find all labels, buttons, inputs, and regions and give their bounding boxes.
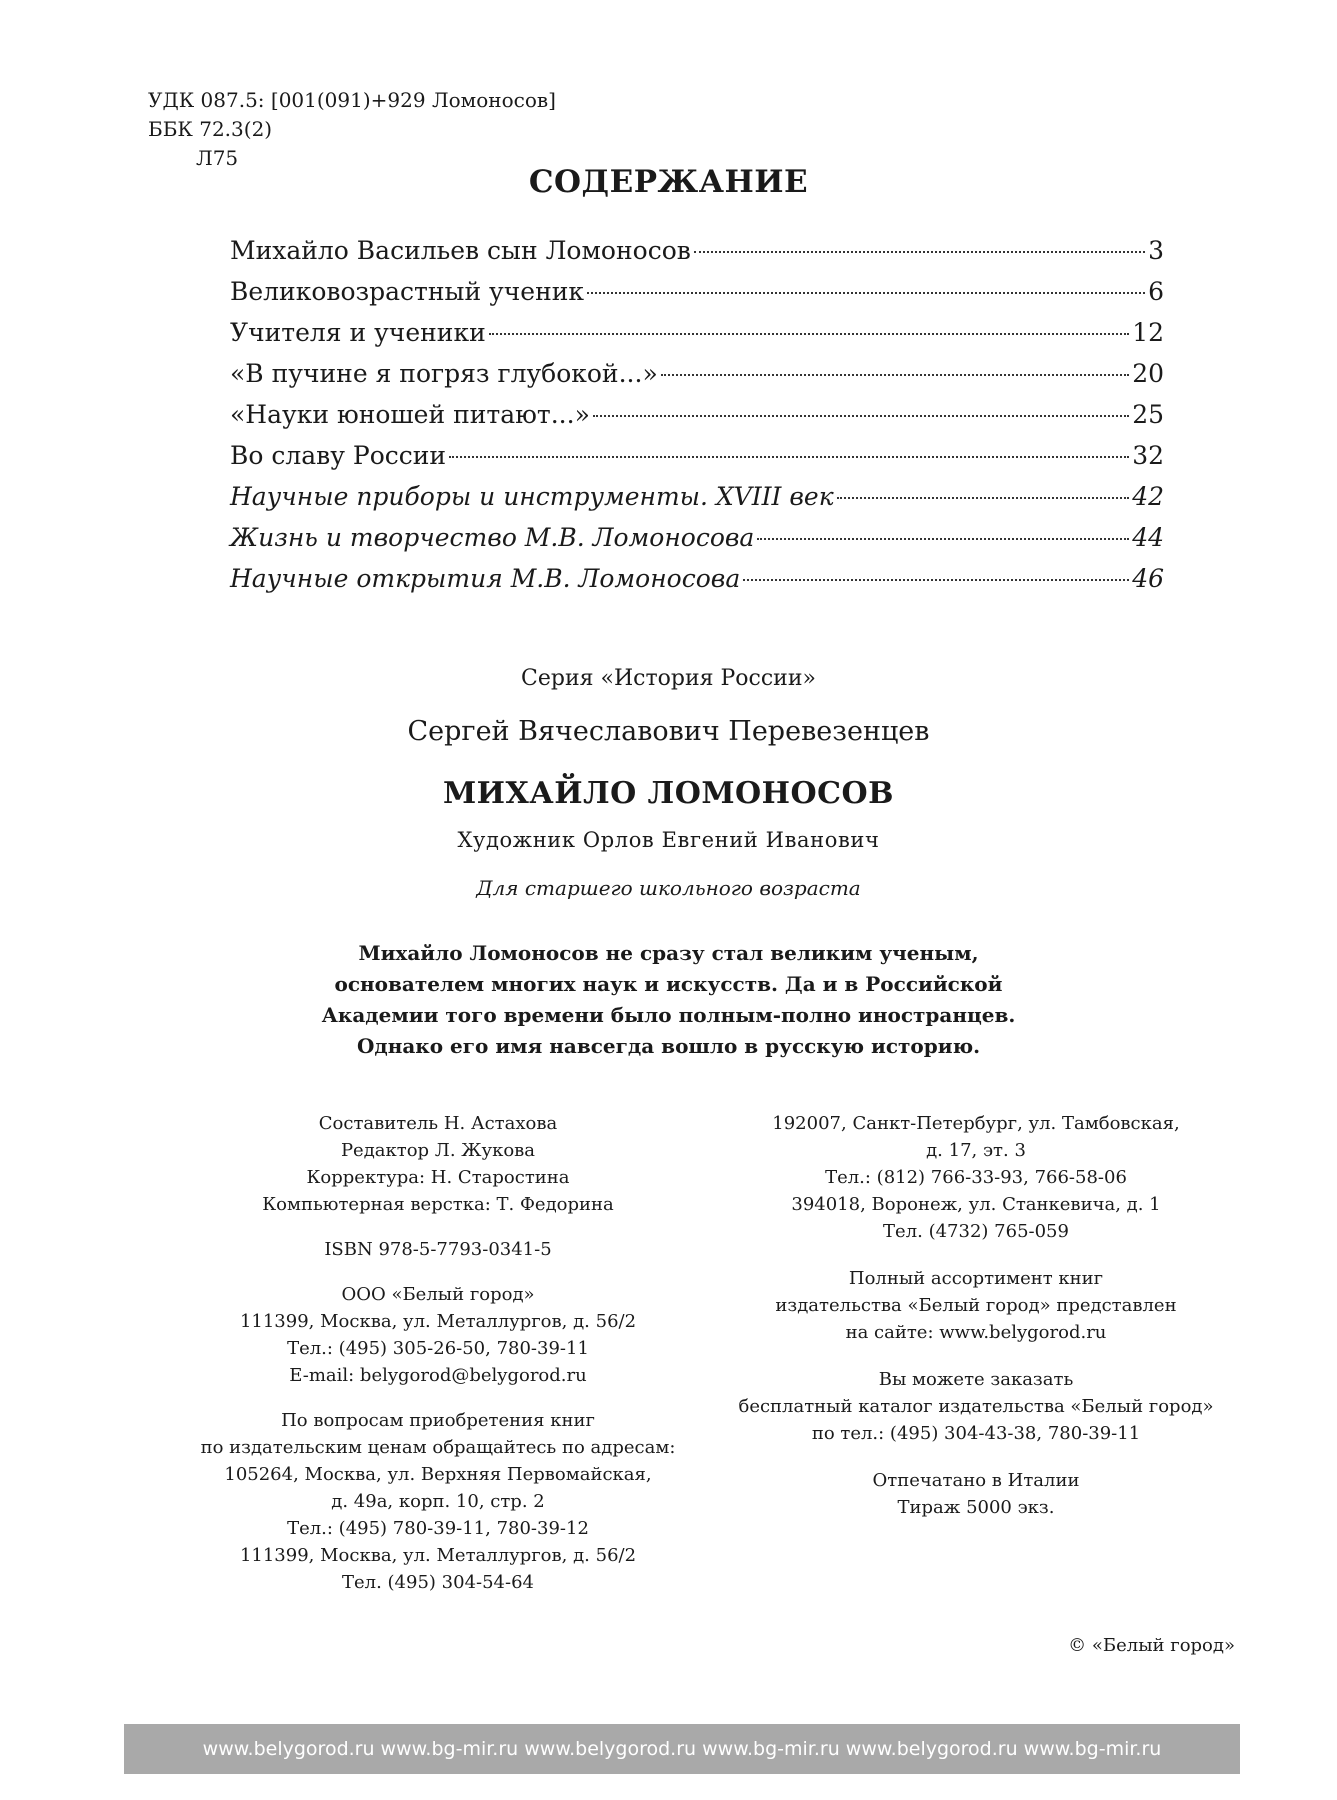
print-run: Тираж 5000 экз. [897, 1497, 1055, 1518]
address-line: 192007, Санкт-Петербург, ул. Тамбовская, [772, 1113, 1180, 1134]
editor-credit: Редактор Л. Жукова [340, 1140, 536, 1161]
toc-entry-page: 3 [1148, 236, 1164, 265]
toc-entry-page: 20 [1132, 359, 1164, 388]
toc-leader-dots [449, 456, 1129, 458]
toc-entry-title: «В пучине я погряз глубокой...» [230, 359, 658, 388]
purchase-line: Тел.: (495) 780-39-11, 780-39-12 [287, 1518, 589, 1539]
purchase-line: д. 49а, корп. 10, стр. 2 [331, 1491, 545, 1512]
catalog-line: по тел.: (495) 304-43-38, 780-39-11 [811, 1423, 1141, 1444]
address-line: д. 17, эт. 3 [926, 1140, 1026, 1161]
toc-entry [230, 353, 1164, 394]
toc-leader-dots [593, 415, 1129, 417]
purchase-line: Тел. (495) 304-54-64 [342, 1572, 534, 1593]
compiler-credit: Составитель Н. Астахова [318, 1113, 558, 1134]
toc-entry-page: 25 [1132, 400, 1164, 429]
book-title: МИХАЙЛО ЛОМОНОСОВ [442, 776, 895, 811]
toc-leader-dots [837, 497, 1130, 499]
toc-entry [230, 517, 1164, 558]
purchase-line: по издательским ценам обращайтесь по адресам: [200, 1437, 676, 1458]
toc-entry-title: Научные приборы и инструменты. XVIII век [230, 482, 834, 511]
toc-entry-title: «Науки юношей питают...» [230, 400, 590, 429]
bbk-code: ББК 72.3(2) [148, 117, 273, 141]
toc-entry-title: Учителя и ученики [230, 318, 486, 347]
toc-entry-page: 12 [1132, 318, 1164, 347]
assortment-line: на сайте: www.belygorod.ru [845, 1322, 1107, 1343]
assortment-line: Полный ассортимент книг [848, 1268, 1104, 1289]
address-line: Тел. (4732) 765-059 [883, 1221, 1069, 1242]
toc-entry-page: 32 [1132, 441, 1164, 470]
toc-entry [230, 435, 1164, 476]
catalog-line: бесплатный каталог издательства «Белый город» [738, 1396, 1214, 1417]
series-name: Серия «История России» [521, 666, 816, 691]
annotation-line: Михайло Ломоносов не сразу стал великим ученым, [358, 941, 979, 965]
toc-leader-dots [743, 579, 1129, 581]
contacts-column [706, 1110, 1246, 1521]
credits-column [168, 1110, 708, 1596]
toc-entry [230, 558, 1164, 599]
toc-entry-page: 46 [1132, 564, 1164, 593]
publisher-email: E-mail: belygorod@belygorod.ru [289, 1365, 587, 1386]
table-of-contents [230, 230, 1164, 599]
printed-country: Отпечатано в Италии [872, 1470, 1080, 1491]
catalog-line: Вы можете заказать [878, 1369, 1074, 1390]
purchase-line: По вопросам приобретения книг [281, 1410, 595, 1431]
artist-credit: Художник Орлов Евгений Иванович [457, 828, 880, 852]
address-line: Тел.: (812) 766-33-93, 766-58-06 [825, 1167, 1127, 1188]
purchase-line: 111399, Москва, ул. Металлургов, д. 56/2 [239, 1545, 637, 1566]
annotation-line: основателем многих наук и искусств. Да и в Российской [334, 972, 1003, 996]
toc-entry-title: Во славу России [230, 441, 447, 470]
toc-entry-title: Михайло Васильев сын Ломоносов [230, 236, 691, 265]
annotation-line: Однако его имя навсегда вошло в русскую историю. [356, 1034, 981, 1058]
toc-leader-dots [757, 538, 1129, 540]
classification-block [148, 86, 556, 173]
toc-entry-title: Великовозрастный ученик [230, 277, 585, 306]
toc-entry-page: 44 [1132, 523, 1164, 552]
toc-entry-page: 42 [1132, 482, 1164, 511]
isbn: ISBN 978-5-7793-0341-5 [324, 1239, 552, 1260]
age-rating: Для старшего школьного возраста [476, 876, 861, 900]
purchase-line: 105264, Москва, ул. Верхняя Первомайская, [224, 1464, 652, 1485]
toc-entry [230, 271, 1164, 312]
toc-entry [230, 394, 1164, 435]
toc-entry-title: Жизнь и творчество М.В. Ломоносова [230, 523, 755, 552]
toc-entry [230, 476, 1164, 517]
proofreading-credit: Корректура: Н. Старостина [306, 1167, 570, 1188]
toc-entry-title: Научные открытия М.В. Ломоносова [230, 564, 741, 593]
toc-entry-page: 6 [1148, 277, 1164, 306]
udc-code: УДК 087.5: [001(091)+929 Ломоносов] [148, 88, 556, 112]
layout-credit: Компьютерная верстка: Т. Федорина [262, 1194, 614, 1215]
publisher-name: ООО «Белый город» [341, 1284, 535, 1305]
publisher-address: 111399, Москва, ул. Металлургов, д. 56/2 [239, 1311, 637, 1332]
assortment-line: издательства «Белый город» представлен [775, 1295, 1177, 1316]
address-line: 394018, Воронеж, ул. Станкевича, д. 1 [791, 1194, 1161, 1215]
annotation-line: Академии того времени было полным-полно иностранцев. [321, 1003, 1016, 1027]
copyright-notice: © «Белый город» [1068, 1635, 1235, 1656]
toc-leader-dots [661, 374, 1129, 376]
toc-title: СОДЕРЖАНИЕ [528, 164, 809, 200]
author-name: Сергей Вячеславович Перевезенцев [407, 716, 930, 747]
footer-url-band: www.belygorod.ru www.bg-mir.ru www.belygorod.ru www.bg-mir.ru www.belygorod.ru www.bg-mir.ru [124, 1724, 1240, 1774]
author-mark: Л75 [196, 146, 239, 170]
publisher-phone: Тел.: (495) 305-26-50, 780-39-11 [287, 1338, 589, 1359]
book-annotation [0, 938, 1337, 1062]
toc-leader-dots [489, 333, 1129, 335]
toc-leader-dots [587, 292, 1145, 294]
toc-leader-dots [694, 251, 1145, 253]
toc-entry [230, 312, 1164, 353]
toc-entry [230, 230, 1164, 271]
